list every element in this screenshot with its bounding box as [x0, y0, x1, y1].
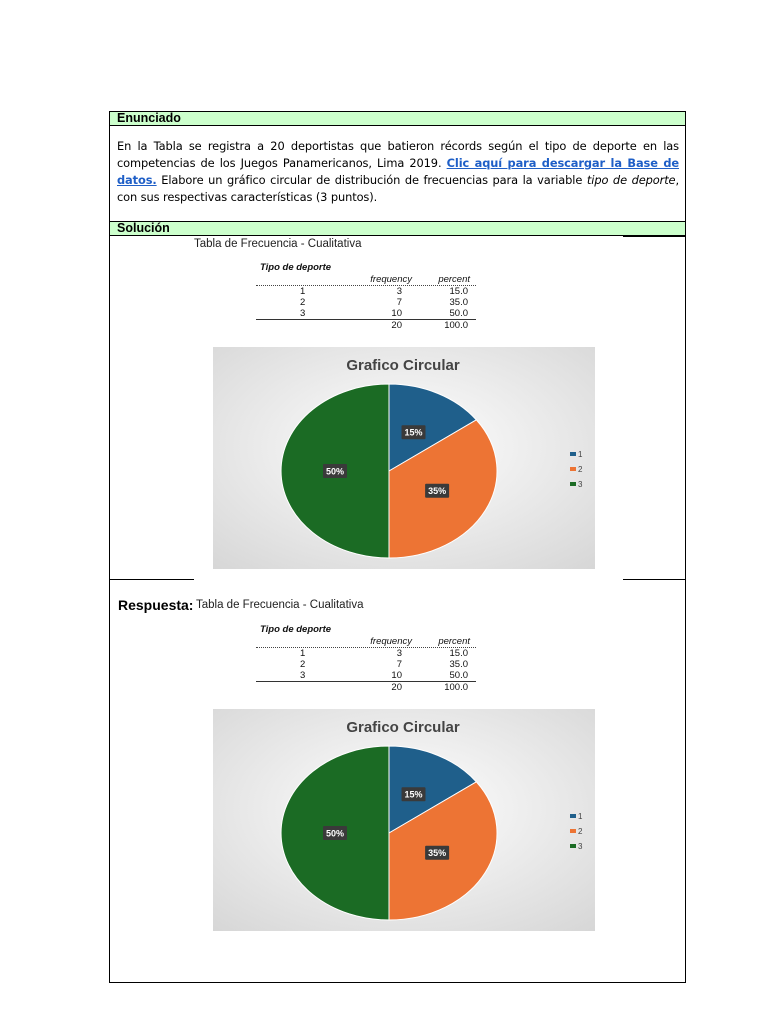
col-frequency: frequency: [370, 274, 412, 285]
legend-label: 2: [578, 465, 583, 474]
table-col-headers: [256, 636, 476, 647]
table-row: 3 10 50.0: [300, 308, 468, 319]
table-row: 3 10 50.0: [300, 670, 468, 681]
table-variable: Tipo de deporte: [260, 624, 332, 635]
solucion-header: [110, 221, 685, 236]
table-row: 2 7 35.0: [300, 297, 468, 308]
table-row: 1 3 15.0: [300, 648, 468, 659]
solucion-header-label: Solución: [117, 221, 170, 235]
data-label: 15%: [404, 427, 423, 438]
divider: [623, 236, 685, 237]
enunciado-header: [110, 112, 685, 126]
chart-title: Grafico Circular: [346, 719, 460, 736]
pie-chart-svg: [213, 709, 595, 931]
legend-swatch: [570, 829, 576, 833]
frequency-table: [256, 624, 476, 693]
data-label: 35%: [428, 848, 447, 859]
table-row: 1 3 15.0: [300, 286, 468, 297]
enunciado-text-before: En la Tabla se registra a 20 deportistas que batieron récords según el tipo de deporte en las competencias de los Juegos Panamericanos, Lima 2019.: [117, 139, 679, 170]
data-label: 35%: [428, 486, 447, 497]
legend-label: 2: [578, 827, 583, 836]
table-total-row: 20 100.0: [256, 681, 476, 693]
legend-swatch: [570, 844, 576, 848]
col-percent: percent: [438, 274, 470, 285]
legend-swatch: [570, 452, 576, 456]
enunciado-text: [117, 138, 679, 206]
data-label: 50%: [325, 466, 345, 477]
pie-chart-respuesta: [213, 709, 595, 931]
enunciado-text-end: , con sus respectivas características (3 puntos).: [117, 173, 680, 204]
legend-label: 1: [578, 812, 583, 821]
download-database-link[interactable]: Clic aquí para descargar la Base de datos.: [117, 156, 680, 187]
col-frequency: frequency: [370, 636, 412, 647]
table-title: Tabla de Frecuencia - Cualitativa: [194, 238, 362, 250]
data-label: 50%: [325, 828, 345, 839]
table-col-headers: [256, 274, 476, 285]
legend-label: 3: [578, 480, 583, 489]
frequency-table: [256, 262, 476, 331]
divider: [623, 579, 685, 580]
legend-label: 1: [578, 450, 583, 459]
pie-chart-svg: [213, 347, 595, 569]
respuesta-label: Respuesta:: [118, 597, 194, 613]
col-percent: percent: [438, 636, 470, 647]
enunciado-header-label: Enunciado: [117, 111, 181, 125]
legend-swatch: [570, 482, 576, 486]
table-total-row: 20 100.0: [256, 319, 476, 331]
enunciado-variable: tipo de deporte: [586, 173, 676, 187]
divider: [110, 579, 194, 580]
data-label: 15%: [404, 789, 423, 800]
legend-label: 3: [578, 842, 583, 851]
pie-chart-solucion: [213, 347, 595, 569]
table-title: Tabla de Frecuencia - Cualitativa: [196, 599, 364, 611]
chart-title: Grafico Circular: [346, 357, 460, 374]
table-variable: Tipo de deporte: [260, 262, 332, 273]
legend-swatch: [570, 467, 576, 471]
legend-swatch: [570, 814, 576, 818]
table-row: 2 7 35.0: [300, 659, 468, 670]
enunciado-text-after: Elabore un gráfico circular de distribución de frecuencias para la variable: [161, 173, 583, 187]
